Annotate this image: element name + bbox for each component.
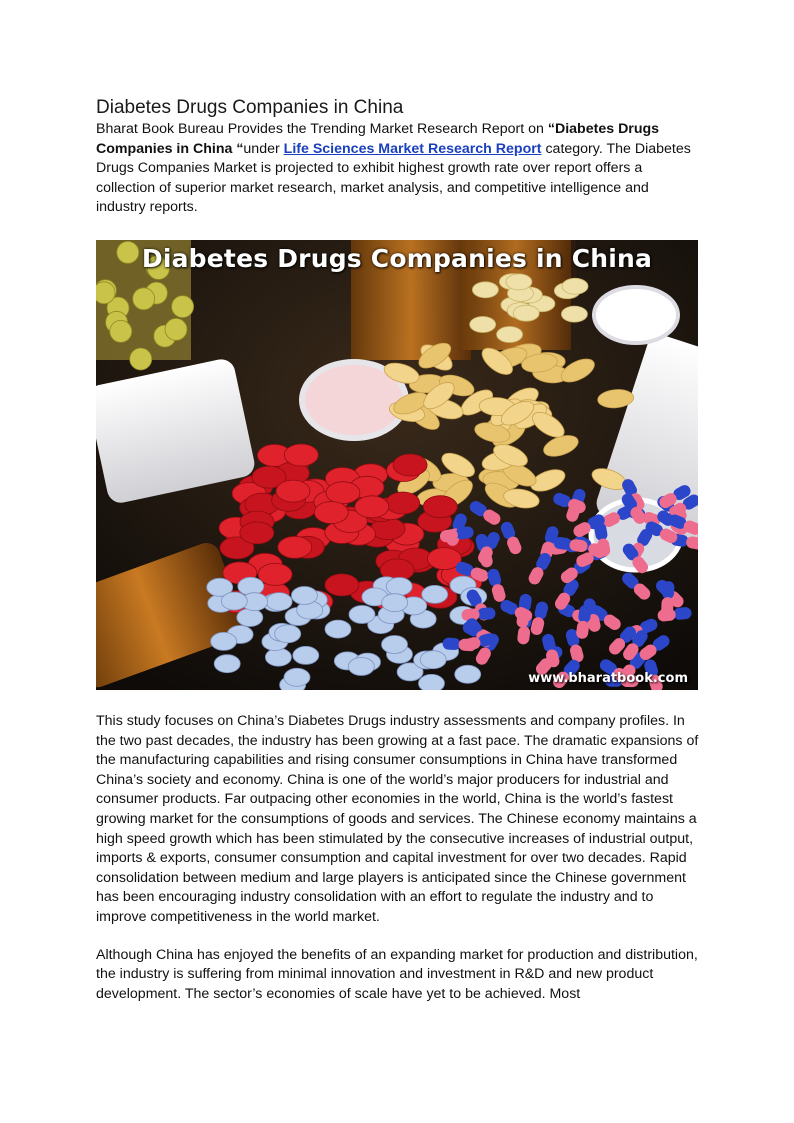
blue-tablet	[382, 635, 408, 653]
red-tablet	[278, 536, 312, 558]
intro-bold-report-name: “Diabetes Drugs Companies in China “	[96, 121, 660, 157]
intro-paragraph	[96, 120, 699, 218]
blue-tablet	[348, 657, 374, 675]
pills-illustration	[96, 240, 698, 690]
pale-tablet	[561, 306, 587, 322]
blue-tablet	[325, 620, 351, 638]
blue-tablet	[349, 605, 375, 623]
red-tablet	[355, 496, 389, 518]
photo-watermark: www.bharatbook.com	[528, 670, 688, 686]
green-tablet	[110, 320, 132, 342]
intro-text-1: Bharat Book Bureau Provides the Trending Market Research Report on	[96, 121, 548, 137]
red-tablet	[258, 563, 292, 585]
red-tablet	[314, 501, 348, 523]
green-tablet	[96, 282, 115, 304]
blue-tablet	[455, 665, 481, 683]
blue-tablet	[293, 646, 319, 664]
blue-tablet	[291, 586, 317, 604]
red-tablet	[326, 482, 360, 504]
pale-tablet	[472, 282, 498, 298]
pale-tablet	[497, 326, 523, 342]
red-tablet	[386, 492, 420, 514]
blue-tablet	[419, 674, 445, 690]
blue-tablet	[238, 577, 264, 595]
green-tablet	[172, 296, 194, 318]
red-tablet	[393, 454, 427, 476]
study-paragraph: This study focuses on China’s Diabetes Drugs industry assessments and company profiles. In the two past decades, the industry has been growing at a fast pace. The dramatic expansions of the manufacturing capabilities and rising consumer consumptions in China have transformed China’s society and economy. China is one of the world’s major producers for industrial and consumer products. Far outpacing other economies in the world, China is the world’s fastest growing market for the consumptions of goods and services. The Chinese economy maintains a high speed growth which has been stimulated by the consecutive increases of industrial output, imports & exports, consumer consumption and capital investment for over two decades. Rapid consolidation between medium and large players is anticipated since the Chinese government has been encouraging industry consolidation with an effort to regulate the industry and to improve competitiveness in the world market.	[96, 712, 699, 925]
blue-tablet	[214, 655, 240, 673]
pale-tablet	[513, 305, 539, 321]
intro-text-3: category. The Diabetes Drugs Companies Market is projected to exhibit highest growth rate over report offers a collection of superior market research, market analysis, and competitive intelligence and industry reports.	[96, 140, 691, 216]
blue-tablet	[420, 651, 446, 669]
blue-tablet	[284, 668, 310, 686]
red-tablet	[325, 574, 359, 596]
blue-tablet	[275, 625, 301, 643]
blue-tablet	[265, 648, 291, 666]
photo-caption: Diabetes Drugs Companies in China	[141, 243, 653, 273]
green-tablet	[130, 348, 152, 370]
red-tablet	[284, 444, 318, 466]
blue-tablet	[422, 585, 448, 603]
red-tablet	[276, 480, 310, 502]
intro-text-2: under	[243, 140, 284, 157]
pale-tablet	[562, 278, 588, 294]
red-tablet	[240, 522, 274, 544]
page-title: Diabetes Drugs Companies in China	[96, 97, 404, 118]
pale-tablet	[470, 316, 496, 332]
market-paragraph: Although China has enjoyed the benefits of an expanding market for production and distribution, the industry is suffering from minimal innovation and investment in R&D and new product development. The sector’s economies of scale have yet to be achieved. Most	[96, 946, 698, 1002]
green-tablet	[165, 318, 187, 340]
life-sciences-report-link[interactable]: Life Sciences Market Research Report	[283, 140, 542, 157]
blue-tablet	[382, 594, 408, 612]
red-tablet	[423, 496, 457, 518]
blue-tablet	[266, 593, 292, 611]
blue-tablet	[211, 632, 237, 650]
pills-photo	[96, 240, 698, 690]
green-tablet	[133, 288, 155, 310]
pale-tablet	[506, 274, 532, 290]
blue-tablet	[386, 577, 412, 595]
blue-tablet	[237, 608, 263, 626]
document-page	[96, 96, 699, 1004]
blue-tablet	[221, 592, 247, 610]
